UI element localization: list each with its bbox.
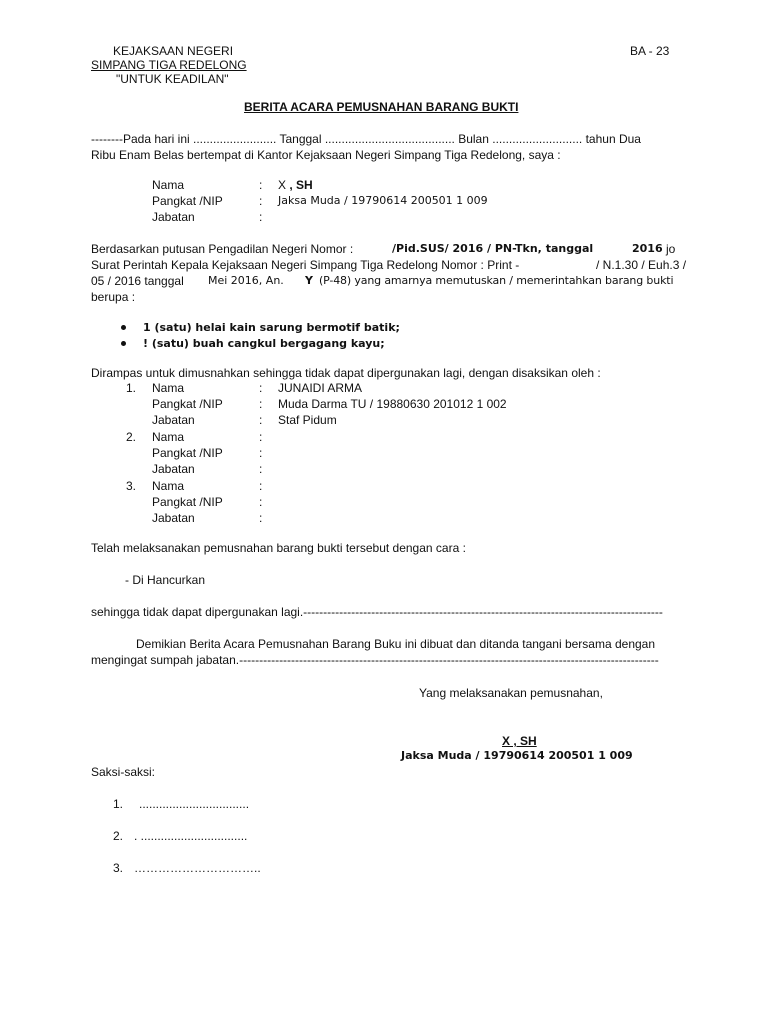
list-item: ! (satu) buah cangkul bergagang kayu; (0, 336, 768, 352)
witness-intro: Dirampas untuk dimusnahkan sehingga tidak dapat dipergunakan lagi, dengan disaksikan oleh : (91, 366, 601, 380)
bullet-icon (121, 341, 126, 346)
opening-line-2: Ribu Enam Belas bertempat di Kantor Kejaksaan Negeri Simpang Tiga Redelong, saya : (91, 148, 561, 162)
result-line: sehingga tidak dapat dipergunakan lagi.------------------------------------------------------------------------------------------ (91, 605, 663, 619)
colon: : (259, 210, 263, 224)
witness-1-position-row: Jabatan : Staf Pidum (152, 413, 337, 427)
witness-1-rank-row: Pangkat /NIP : Muda Darma TU / 19880630 201012 1 002 (152, 397, 507, 411)
witness-signature-line: 1. ................................. (113, 797, 250, 811)
witness-1-rank: Muda Darma TU / 19880630 201012 1 002 (278, 397, 507, 411)
signatory-name: X , SH (502, 734, 537, 748)
officer-name: X , SH (278, 178, 313, 192)
method-intro: Telah melaksanakan pemusnahan barang bukti tersebut dengan cara : (91, 541, 466, 555)
witness-1-name-row: 1. Nama : JUNAIDI ARMA (126, 381, 363, 395)
agency-motto: "UNTUK KEADILAN" (116, 72, 229, 86)
basis-line-3: 05 / 2016 tanggal Mei 2016, An. Y (P-48) yang amarnya memutuskan / memerintahkan barang bukti (91, 274, 674, 288)
closing-line-2: mengingat sumpah jabatan.--------------------------------------------------------------------------------------------------------- (91, 653, 659, 667)
signature-caption: Yang melaksanakan pemusnahan, (419, 686, 603, 700)
witness-3-position-row: Jabatan : (152, 511, 263, 525)
officer-name-label: Nama (152, 178, 185, 192)
document-title: BERITA ACARA PEMUSNAHAN BARANG BUKTI (244, 100, 519, 114)
witness-signatures-label: Saksi-saksi: (91, 765, 156, 779)
list-item: 1 (satu) helai kain sarung bermotif batik; (0, 320, 768, 336)
basis-line-2: Surat Perintah Kepala Kejaksaan Negeri Simpang Tiga Redelong Nomor : Print - / N.1.30 / Euh.3 / (91, 258, 687, 272)
officer-position-label: Jabatan (152, 210, 195, 224)
signatory-rank: Jaksa Muda / 19790614 200501 1 009 (401, 749, 633, 762)
colon: : (259, 178, 263, 192)
basis-line-1: Berdasarkan putusan Pengadilan Negeri Nomor : /Pid.SUS/ 2016 / PN-Tkn, tanggal 2016 jo (91, 242, 676, 256)
colon: : (259, 194, 263, 208)
basis-line-4: berupa : (91, 290, 136, 304)
officer-rank-label: Pangkat /NIP (152, 194, 223, 208)
witness-2-position-row: Jabatan : (152, 462, 263, 476)
witness-1-position: Staf Pidum (278, 413, 337, 427)
officer-rank-row (0, 193, 768, 209)
officer-position-row (0, 209, 768, 225)
witness-2-name-row: 2. Nama : (126, 430, 263, 444)
method: - Di Hancurkan (125, 573, 206, 587)
agency-location: SIMPANG TIGA REDELONG (91, 58, 247, 72)
opening-line-1: --------Pada hari ini ......................... Tanggal ....................................... Bulan ........................... tahun Dua (91, 132, 641, 146)
witness-signature-line: 2. . ................................ (113, 829, 248, 843)
officer-name-row (0, 177, 768, 193)
form-code: BA - 23 (630, 44, 670, 58)
bullet-icon (121, 325, 126, 330)
witness-1-name: JUNAIDI ARMA (278, 381, 363, 395)
agency-name: KEJAKSAAN NEGERI (113, 44, 234, 58)
closing-line-1: Demikian Berita Acara Pemusnahan Barang Buku ini dibuat dan ditanda tangani bersama dengan (136, 637, 656, 651)
witness-2-rank-row: Pangkat /NIP : (152, 446, 263, 460)
witness-3-name-row: 3. Nama : (126, 479, 263, 493)
witness-signature-line: 3. ………………………….. (113, 861, 261, 875)
officer-rank: Jaksa Muda / 19790614 200501 1 009 (278, 194, 488, 207)
witness-3-rank-row: Pangkat /NIP : (152, 495, 263, 509)
